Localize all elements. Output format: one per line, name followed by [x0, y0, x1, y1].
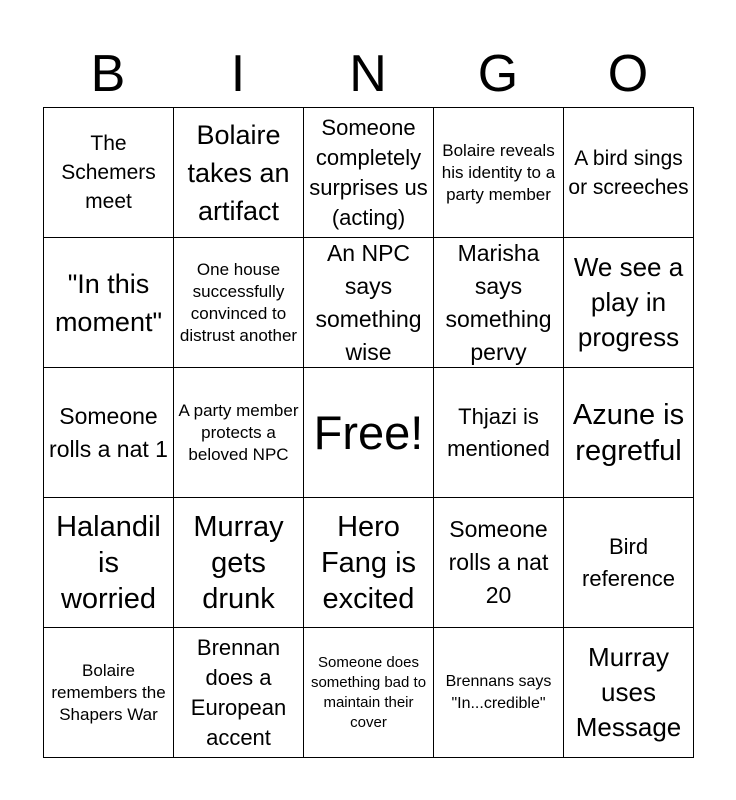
cell-text: A bird sings or screeches — [568, 146, 689, 199]
bingo-cell-r4c4[interactable] — [434, 498, 564, 628]
cell-text: Someone rolls a nat 1 — [49, 402, 168, 462]
cell-text: Murray uses Message — [575, 642, 682, 742]
bingo-cell-r5c3[interactable] — [304, 628, 434, 758]
cell-text: We see a play in progress — [573, 252, 684, 352]
bingo-cell-r1c3[interactable] — [304, 108, 434, 238]
bingo-cell-r3c2[interactable] — [174, 368, 304, 498]
bingo-cell-r3c4[interactable] — [434, 368, 564, 498]
bingo-cell-r1c2[interactable] — [174, 108, 304, 238]
cell-text: Brennans says "In...credible" — [445, 672, 552, 712]
bingo-cell-r5c1[interactable] — [44, 628, 174, 758]
cell-text: Bird reference — [582, 533, 675, 591]
bingo-cell-r2c5[interactable] — [564, 238, 694, 368]
bingo-cell-r1c5[interactable] — [564, 108, 694, 238]
bingo-cell-r2c1[interactable] — [44, 238, 174, 368]
cell-text: An NPC says something wise — [315, 239, 422, 365]
bingo-cell-r3c1[interactable] — [44, 368, 174, 498]
bingo-cell-r5c2[interactable] — [174, 628, 304, 758]
cell-text: Someone does something bad to maintain their cover — [310, 653, 427, 731]
bingo-cell-r5c4[interactable] — [434, 628, 564, 758]
cell-text: Halandil is worried — [56, 510, 161, 615]
cell-text: Bolaire remembers the Shapers War — [51, 660, 166, 724]
cell-text: Murray gets drunk — [193, 510, 284, 615]
cell-text: Brennan does a European accent — [190, 634, 287, 750]
bingo-cell-r2c3[interactable] — [304, 238, 434, 368]
cell-text: Bolaire takes an artifact — [187, 119, 290, 226]
cell-text: The Schemers meet — [61, 132, 156, 213]
cell-text: Azune is regretful — [572, 398, 685, 467]
cell-text: "In this moment" — [54, 268, 163, 337]
bingo-cell-r2c2[interactable] — [174, 238, 304, 368]
bingo-cell-r3c5[interactable] — [564, 368, 694, 498]
bingo-cell-r4c1[interactable] — [44, 498, 174, 628]
bingo-cell-r4c5[interactable] — [564, 498, 694, 628]
header-letter-n: N — [349, 45, 387, 103]
cell-text: One house successfully convinced to distrust another — [179, 259, 298, 345]
bingo-cell-r1c4[interactable] — [434, 108, 564, 238]
bingo-header — [43, 40, 693, 108]
bingo-cell-free[interactable] — [304, 368, 434, 498]
free-space-text: Free! — [313, 405, 424, 459]
cell-text: A party member protects a beloved NPC — [178, 400, 299, 464]
bingo-cell-r2c4[interactable] — [434, 238, 564, 368]
bingo-cell-r4c2[interactable] — [174, 498, 304, 628]
bingo-cell-r5c5[interactable] — [564, 628, 694, 758]
cell-text: Thjazi is mentioned — [447, 403, 550, 461]
bingo-grid — [43, 107, 694, 758]
cell-text: Someone rolls a nat 20 — [448, 516, 549, 608]
cell-text: Bolaire reveals his identity to a party member — [441, 140, 556, 204]
cell-text: Marisha says something pervy — [445, 239, 552, 365]
bingo-cell-r1c1[interactable] — [44, 108, 174, 238]
header-letter-b: B — [90, 45, 126, 103]
cell-text: Someone completely surprises us (acting) — [309, 114, 428, 230]
header-letter-i: I — [230, 45, 246, 103]
bingo-cell-r4c3[interactable] — [304, 498, 434, 628]
header-letter-g: G — [477, 45, 519, 103]
cell-text: Hero Fang is excited — [320, 510, 417, 615]
header-letter-o: O — [607, 45, 649, 103]
